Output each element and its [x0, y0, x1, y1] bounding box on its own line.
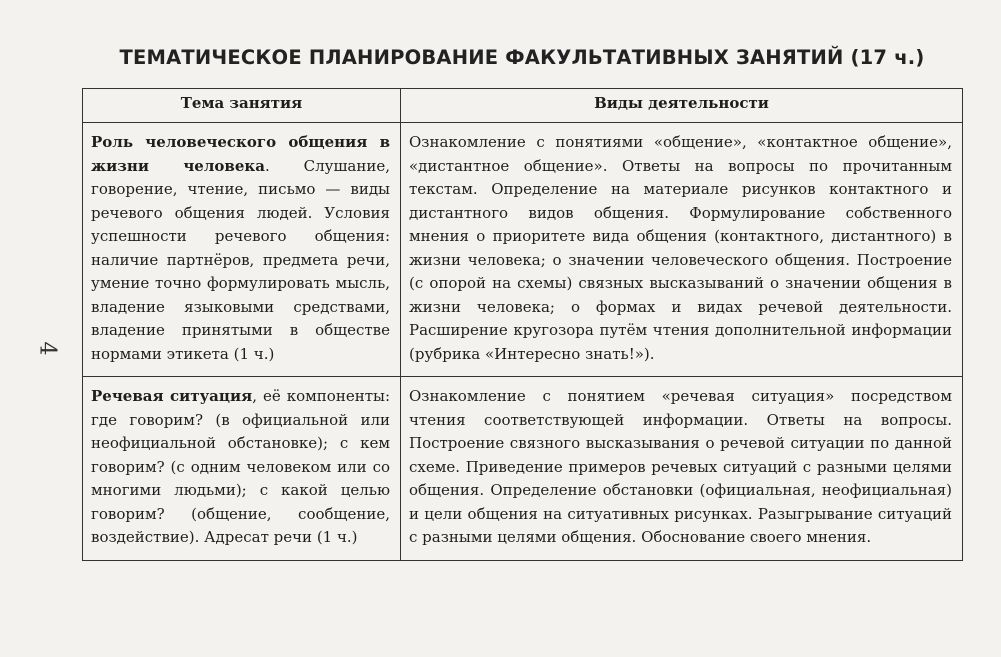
table-header-row [83, 89, 963, 123]
topic-description: , её компоненты: где говорим? (в официальной или неофициальной обстановке); с кем говорим? (с одним человеком или со многими людьми); с какой целью говорим? (общение, сообщение, воздействие). Адресат речи (1 ч.) [91, 387, 390, 546]
table-row [83, 123, 963, 377]
page-title: ТЕМАТИЧЕСКОЕ ПЛАНИРОВАНИЕ ФАКУЛЬТАТИВНЫХ ЗАНЯТИЙ (17 ч.) [119, 46, 925, 69]
planning-table [82, 88, 963, 561]
topic-title: Речевая ситуация [91, 387, 253, 405]
header-activities: Виды деятельности [401, 89, 963, 123]
topic-description: . Слушание, говорение, чтение, письмо — виды речевого общения людей. Условия успешности речевого общения: наличие партнёров, предмета речи, умение точно формулировать мысль, владение языковыми средствами, владение принятыми в обществе нормами этикета (1 ч.) [91, 156, 390, 363]
activities-cell: Ознакомление с понятием «речевая ситуация» посредством чтения соответствующей информации. Ответы на вопросы. Построение связного высказывания о речевой ситуации по данной схеме. Приведение примеров речевых ситуаций с разными целями общения. Определение обстановки (официальная, неофициальная) и цели общения на ситуативных рисунках. Разыгрывание ситуаций с разными целями общения. Обоснование своего мнения. [401, 377, 963, 561]
topic-cell [83, 377, 401, 561]
topic-cell [83, 123, 401, 377]
topic-title: Роль человеческого общения в жизни человека [91, 133, 390, 175]
page-number: 4 [34, 341, 60, 356]
header-topic: Тема занятия [83, 89, 401, 123]
table-row [83, 377, 963, 561]
activities-cell: Ознакомление с понятиями «общение», «контактное общение», «дистантное общение». Ответы на вопросы по прочитанным текстам. Определение на материале рисунков контактного и дистантного видов общения. Формулирование собственного мнения о приоритете вида общения (контактного, дистантного) в жизни человека; о значении человеческого общения. Построение (с опорой на схемы) связных высказываний о значении общения в жизни человека; о формах и видах речевой деятельности. Расширение кругозора путём чтения дополнительной информации (рубрика «Интересно знать!»). [401, 123, 963, 377]
